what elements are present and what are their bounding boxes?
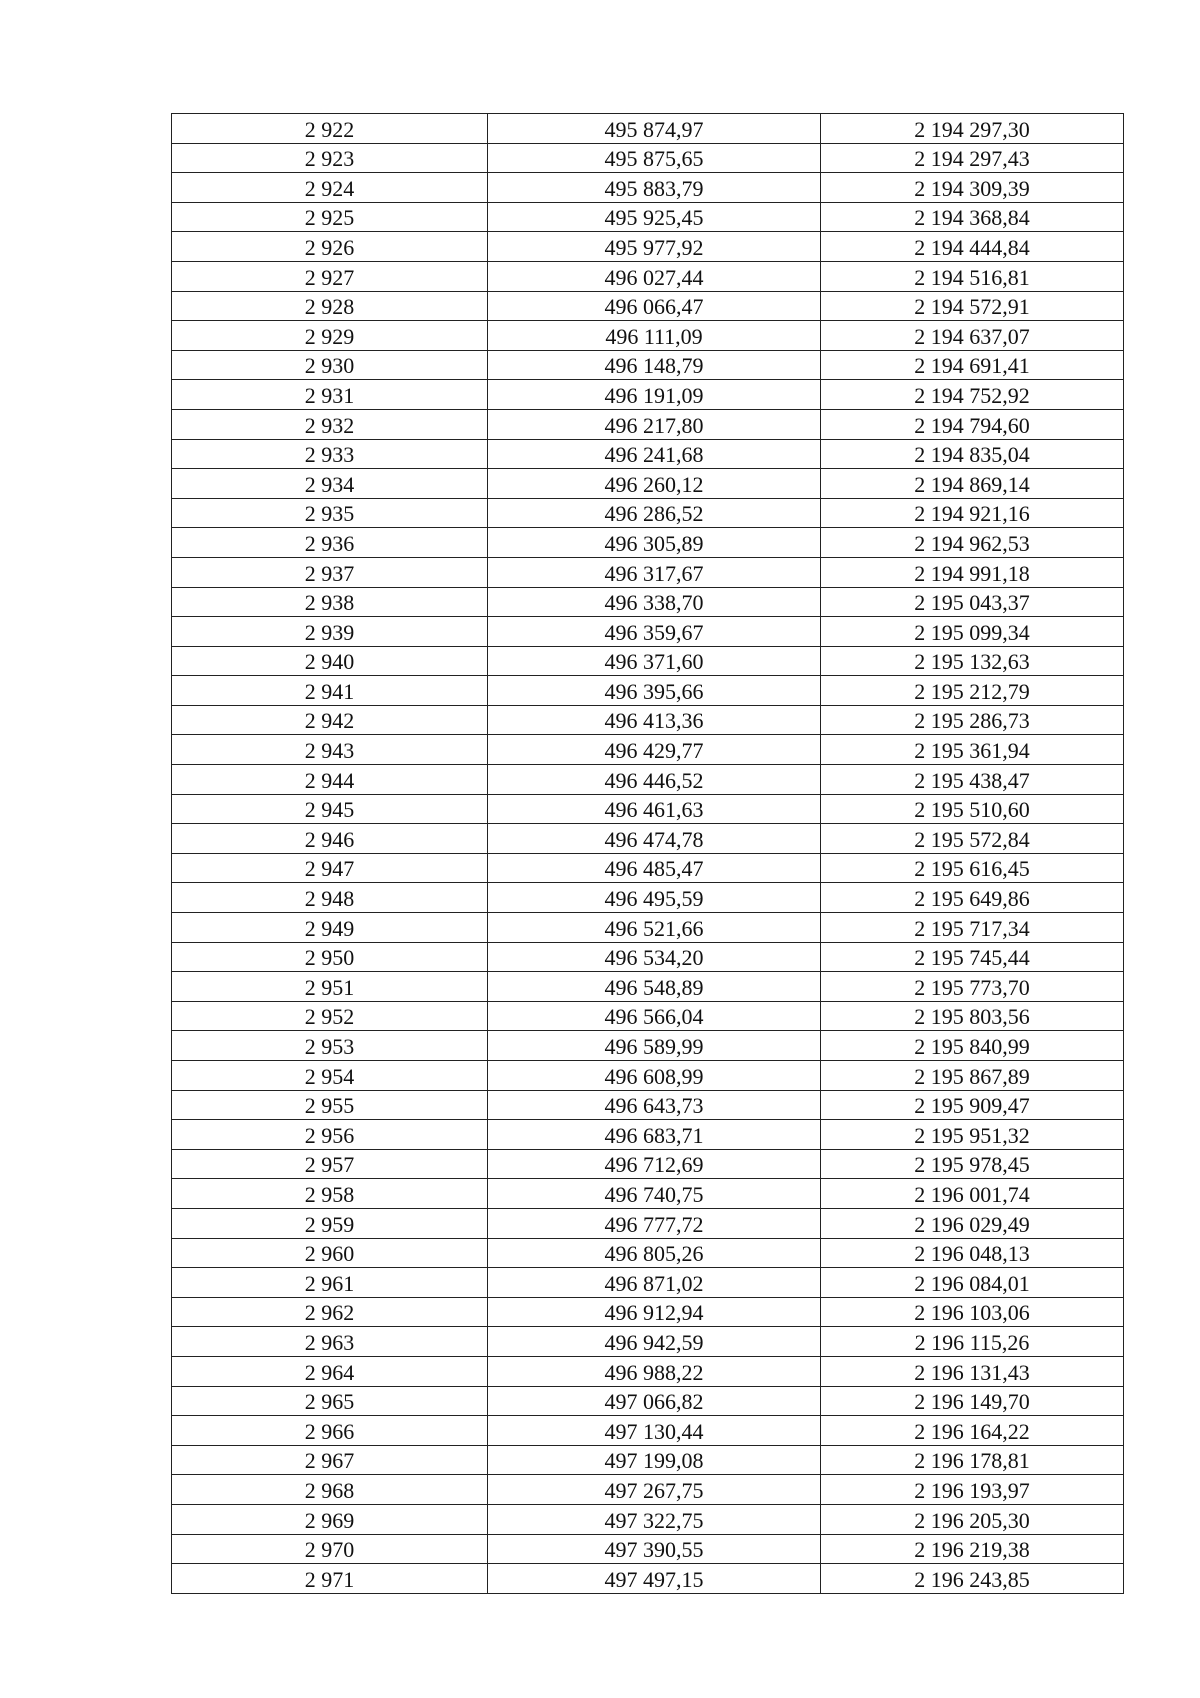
x-coordinate-cell: 495 875,65 bbox=[488, 143, 821, 173]
table-row bbox=[172, 765, 1124, 795]
x-coordinate-cell: 496 988,22 bbox=[488, 1356, 821, 1386]
x-coordinate-cell: 496 474,78 bbox=[488, 824, 821, 854]
y-coordinate-cell: 2 194 297,43 bbox=[821, 143, 1124, 173]
table-row bbox=[172, 1475, 1124, 1505]
x-coordinate-cell: 496 485,47 bbox=[488, 853, 821, 883]
x-coordinate-cell: 496 305,89 bbox=[488, 528, 821, 558]
coordinates-table bbox=[171, 113, 1124, 1594]
x-coordinate-cell: 496 912,94 bbox=[488, 1297, 821, 1327]
point-number-cell: 2 971 bbox=[172, 1564, 488, 1594]
x-coordinate-cell: 496 066,47 bbox=[488, 291, 821, 321]
y-coordinate-cell: 2 196 243,85 bbox=[821, 1564, 1124, 1594]
y-coordinate-cell: 2 196 193,97 bbox=[821, 1475, 1124, 1505]
table-row bbox=[172, 883, 1124, 913]
y-coordinate-cell: 2 195 909,47 bbox=[821, 1090, 1124, 1120]
table-row bbox=[172, 321, 1124, 351]
table-row bbox=[172, 202, 1124, 232]
x-coordinate-cell: 497 199,08 bbox=[488, 1445, 821, 1475]
x-coordinate-cell: 495 883,79 bbox=[488, 173, 821, 203]
x-coordinate-cell: 497 130,44 bbox=[488, 1416, 821, 1446]
table-row bbox=[172, 498, 1124, 528]
y-coordinate-cell: 2 194 869,14 bbox=[821, 469, 1124, 499]
table-row bbox=[172, 1564, 1124, 1594]
y-coordinate-cell: 2 195 803,56 bbox=[821, 1001, 1124, 1031]
x-coordinate-cell: 496 286,52 bbox=[488, 498, 821, 528]
x-coordinate-cell: 496 643,73 bbox=[488, 1090, 821, 1120]
point-number-cell: 2 959 bbox=[172, 1208, 488, 1238]
table-row bbox=[172, 853, 1124, 883]
x-coordinate-cell: 496 495,59 bbox=[488, 883, 821, 913]
table-row bbox=[172, 1238, 1124, 1268]
y-coordinate-cell: 2 194 368,84 bbox=[821, 202, 1124, 232]
x-coordinate-cell: 496 566,04 bbox=[488, 1001, 821, 1031]
point-number-cell: 2 962 bbox=[172, 1297, 488, 1327]
x-coordinate-cell: 496 589,99 bbox=[488, 1031, 821, 1061]
point-number-cell: 2 969 bbox=[172, 1504, 488, 1534]
point-number-cell: 2 926 bbox=[172, 232, 488, 262]
table-row bbox=[172, 913, 1124, 943]
table-row bbox=[172, 646, 1124, 676]
y-coordinate-cell: 2 195 616,45 bbox=[821, 853, 1124, 883]
point-number-cell: 2 925 bbox=[172, 202, 488, 232]
x-coordinate-cell: 496 260,12 bbox=[488, 469, 821, 499]
y-coordinate-cell: 2 194 991,18 bbox=[821, 557, 1124, 587]
point-number-cell: 2 963 bbox=[172, 1327, 488, 1357]
point-number-cell: 2 932 bbox=[172, 409, 488, 439]
point-number-cell: 2 955 bbox=[172, 1090, 488, 1120]
table-row bbox=[172, 1356, 1124, 1386]
point-number-cell: 2 964 bbox=[172, 1356, 488, 1386]
x-coordinate-cell: 496 241,68 bbox=[488, 439, 821, 469]
y-coordinate-cell: 2 194 835,04 bbox=[821, 439, 1124, 469]
point-number-cell: 2 939 bbox=[172, 617, 488, 647]
x-coordinate-cell: 496 217,80 bbox=[488, 409, 821, 439]
y-coordinate-cell: 2 194 794,60 bbox=[821, 409, 1124, 439]
y-coordinate-cell: 2 194 637,07 bbox=[821, 321, 1124, 351]
point-number-cell: 2 946 bbox=[172, 824, 488, 854]
y-coordinate-cell: 2 194 962,53 bbox=[821, 528, 1124, 558]
x-coordinate-cell: 496 521,66 bbox=[488, 913, 821, 943]
y-coordinate-cell: 2 195 745,44 bbox=[821, 942, 1124, 972]
y-coordinate-cell: 2 194 921,16 bbox=[821, 498, 1124, 528]
y-coordinate-cell: 2 195 212,79 bbox=[821, 676, 1124, 706]
table-row bbox=[172, 735, 1124, 765]
point-number-cell: 2 927 bbox=[172, 261, 488, 291]
point-number-cell: 2 934 bbox=[172, 469, 488, 499]
table-row bbox=[172, 528, 1124, 558]
table-row bbox=[172, 1208, 1124, 1238]
table-row bbox=[172, 439, 1124, 469]
y-coordinate-cell: 2 196 084,01 bbox=[821, 1268, 1124, 1298]
table-row bbox=[172, 824, 1124, 854]
table-row bbox=[172, 1061, 1124, 1091]
y-coordinate-cell: 2 196 001,74 bbox=[821, 1179, 1124, 1209]
y-coordinate-cell: 2 195 649,86 bbox=[821, 883, 1124, 913]
table-row bbox=[172, 1386, 1124, 1416]
point-number-cell: 2 922 bbox=[172, 114, 488, 144]
y-coordinate-cell: 2 196 149,70 bbox=[821, 1386, 1124, 1416]
y-coordinate-cell: 2 195 773,70 bbox=[821, 972, 1124, 1002]
table-row bbox=[172, 972, 1124, 1002]
x-coordinate-cell: 496 317,67 bbox=[488, 557, 821, 587]
x-coordinate-cell: 496 740,75 bbox=[488, 1179, 821, 1209]
y-coordinate-cell: 2 194 516,81 bbox=[821, 261, 1124, 291]
point-number-cell: 2 961 bbox=[172, 1268, 488, 1298]
point-number-cell: 2 954 bbox=[172, 1061, 488, 1091]
point-number-cell: 2 936 bbox=[172, 528, 488, 558]
point-number-cell: 2 923 bbox=[172, 143, 488, 173]
table-row bbox=[172, 942, 1124, 972]
table-row bbox=[172, 291, 1124, 321]
point-number-cell: 2 970 bbox=[172, 1534, 488, 1564]
point-number-cell: 2 960 bbox=[172, 1238, 488, 1268]
y-coordinate-cell: 2 194 444,84 bbox=[821, 232, 1124, 262]
table-row bbox=[172, 794, 1124, 824]
point-number-cell: 2 924 bbox=[172, 173, 488, 203]
x-coordinate-cell: 496 608,99 bbox=[488, 1061, 821, 1091]
point-number-cell: 2 933 bbox=[172, 439, 488, 469]
x-coordinate-cell: 496 871,02 bbox=[488, 1268, 821, 1298]
y-coordinate-cell: 2 195 951,32 bbox=[821, 1120, 1124, 1150]
x-coordinate-cell: 495 977,92 bbox=[488, 232, 821, 262]
table-row bbox=[172, 173, 1124, 203]
x-coordinate-cell: 497 267,75 bbox=[488, 1475, 821, 1505]
x-coordinate-cell: 497 390,55 bbox=[488, 1534, 821, 1564]
table-row bbox=[172, 261, 1124, 291]
table-row bbox=[172, 1504, 1124, 1534]
point-number-cell: 2 967 bbox=[172, 1445, 488, 1475]
y-coordinate-cell: 2 196 115,26 bbox=[821, 1327, 1124, 1357]
table-row bbox=[172, 380, 1124, 410]
table-row bbox=[172, 1120, 1124, 1150]
x-coordinate-cell: 496 683,71 bbox=[488, 1120, 821, 1150]
point-number-cell: 2 931 bbox=[172, 380, 488, 410]
point-number-cell: 2 968 bbox=[172, 1475, 488, 1505]
y-coordinate-cell: 2 196 103,06 bbox=[821, 1297, 1124, 1327]
point-number-cell: 2 953 bbox=[172, 1031, 488, 1061]
x-coordinate-cell: 496 191,09 bbox=[488, 380, 821, 410]
point-number-cell: 2 949 bbox=[172, 913, 488, 943]
table-row bbox=[172, 1534, 1124, 1564]
y-coordinate-cell: 2 194 572,91 bbox=[821, 291, 1124, 321]
table-row bbox=[172, 143, 1124, 173]
y-coordinate-cell: 2 195 132,63 bbox=[821, 646, 1124, 676]
y-coordinate-cell: 2 194 297,30 bbox=[821, 114, 1124, 144]
x-coordinate-cell: 497 322,75 bbox=[488, 1504, 821, 1534]
x-coordinate-cell: 496 461,63 bbox=[488, 794, 821, 824]
x-coordinate-cell: 496 534,20 bbox=[488, 942, 821, 972]
y-coordinate-cell: 2 195 840,99 bbox=[821, 1031, 1124, 1061]
y-coordinate-cell: 2 195 717,34 bbox=[821, 913, 1124, 943]
y-coordinate-cell: 2 195 867,89 bbox=[821, 1061, 1124, 1091]
point-number-cell: 2 966 bbox=[172, 1416, 488, 1446]
table-row bbox=[172, 1416, 1124, 1446]
table-row bbox=[172, 1179, 1124, 1209]
table-row bbox=[172, 114, 1124, 144]
table-row bbox=[172, 1149, 1124, 1179]
point-number-cell: 2 957 bbox=[172, 1149, 488, 1179]
point-number-cell: 2 942 bbox=[172, 705, 488, 735]
x-coordinate-cell: 496 338,70 bbox=[488, 587, 821, 617]
table-row bbox=[172, 1090, 1124, 1120]
point-number-cell: 2 952 bbox=[172, 1001, 488, 1031]
table-row bbox=[172, 557, 1124, 587]
x-coordinate-cell: 496 548,89 bbox=[488, 972, 821, 1002]
table-row bbox=[172, 232, 1124, 262]
point-number-cell: 2 940 bbox=[172, 646, 488, 676]
point-number-cell: 2 945 bbox=[172, 794, 488, 824]
x-coordinate-cell: 495 874,97 bbox=[488, 114, 821, 144]
table-row bbox=[172, 1445, 1124, 1475]
x-coordinate-cell: 496 148,79 bbox=[488, 350, 821, 380]
table-row bbox=[172, 1327, 1124, 1357]
x-coordinate-cell: 497 497,15 bbox=[488, 1564, 821, 1594]
table-row bbox=[172, 617, 1124, 647]
y-coordinate-cell: 2 196 048,13 bbox=[821, 1238, 1124, 1268]
y-coordinate-cell: 2 196 029,49 bbox=[821, 1208, 1124, 1238]
x-coordinate-cell: 496 942,59 bbox=[488, 1327, 821, 1357]
point-number-cell: 2 958 bbox=[172, 1179, 488, 1209]
y-coordinate-cell: 2 196 219,38 bbox=[821, 1534, 1124, 1564]
point-number-cell: 2 935 bbox=[172, 498, 488, 528]
x-coordinate-cell: 496 371,60 bbox=[488, 646, 821, 676]
x-coordinate-cell: 496 395,66 bbox=[488, 676, 821, 706]
x-coordinate-cell: 496 446,52 bbox=[488, 765, 821, 795]
x-coordinate-cell: 495 925,45 bbox=[488, 202, 821, 232]
point-number-cell: 2 941 bbox=[172, 676, 488, 706]
y-coordinate-cell: 2 195 286,73 bbox=[821, 705, 1124, 735]
point-number-cell: 2 951 bbox=[172, 972, 488, 1002]
table-row bbox=[172, 409, 1124, 439]
y-coordinate-cell: 2 194 309,39 bbox=[821, 173, 1124, 203]
point-number-cell: 2 928 bbox=[172, 291, 488, 321]
x-coordinate-cell: 497 066,82 bbox=[488, 1386, 821, 1416]
y-coordinate-cell: 2 195 099,34 bbox=[821, 617, 1124, 647]
y-coordinate-cell: 2 194 691,41 bbox=[821, 350, 1124, 380]
y-coordinate-cell: 2 196 164,22 bbox=[821, 1416, 1124, 1446]
point-number-cell: 2 948 bbox=[172, 883, 488, 913]
table-row bbox=[172, 350, 1124, 380]
x-coordinate-cell: 496 712,69 bbox=[488, 1149, 821, 1179]
table-row bbox=[172, 1268, 1124, 1298]
y-coordinate-cell: 2 196 205,30 bbox=[821, 1504, 1124, 1534]
x-coordinate-cell: 496 027,44 bbox=[488, 261, 821, 291]
y-coordinate-cell: 2 195 572,84 bbox=[821, 824, 1124, 854]
point-number-cell: 2 965 bbox=[172, 1386, 488, 1416]
coordinates-table-body bbox=[172, 114, 1124, 1594]
table-row bbox=[172, 1031, 1124, 1061]
point-number-cell: 2 944 bbox=[172, 765, 488, 795]
x-coordinate-cell: 496 359,67 bbox=[488, 617, 821, 647]
y-coordinate-cell: 2 196 131,43 bbox=[821, 1356, 1124, 1386]
y-coordinate-cell: 2 195 978,45 bbox=[821, 1149, 1124, 1179]
point-number-cell: 2 947 bbox=[172, 853, 488, 883]
y-coordinate-cell: 2 194 752,92 bbox=[821, 380, 1124, 410]
table-row bbox=[172, 676, 1124, 706]
point-number-cell: 2 950 bbox=[172, 942, 488, 972]
y-coordinate-cell: 2 196 178,81 bbox=[821, 1445, 1124, 1475]
x-coordinate-cell: 496 413,36 bbox=[488, 705, 821, 735]
point-number-cell: 2 929 bbox=[172, 321, 488, 351]
point-number-cell: 2 930 bbox=[172, 350, 488, 380]
y-coordinate-cell: 2 195 361,94 bbox=[821, 735, 1124, 765]
point-number-cell: 2 938 bbox=[172, 587, 488, 617]
point-number-cell: 2 943 bbox=[172, 735, 488, 765]
table-row bbox=[172, 587, 1124, 617]
table-row bbox=[172, 469, 1124, 499]
table-row bbox=[172, 1001, 1124, 1031]
table-row bbox=[172, 705, 1124, 735]
table-row bbox=[172, 1297, 1124, 1327]
point-number-cell: 2 956 bbox=[172, 1120, 488, 1150]
x-coordinate-cell: 496 777,72 bbox=[488, 1208, 821, 1238]
y-coordinate-cell: 2 195 438,47 bbox=[821, 765, 1124, 795]
y-coordinate-cell: 2 195 510,60 bbox=[821, 794, 1124, 824]
x-coordinate-cell: 496 111,09 bbox=[488, 321, 821, 351]
x-coordinate-cell: 496 429,77 bbox=[488, 735, 821, 765]
point-number-cell: 2 937 bbox=[172, 557, 488, 587]
x-coordinate-cell: 496 805,26 bbox=[488, 1238, 821, 1268]
y-coordinate-cell: 2 195 043,37 bbox=[821, 587, 1124, 617]
